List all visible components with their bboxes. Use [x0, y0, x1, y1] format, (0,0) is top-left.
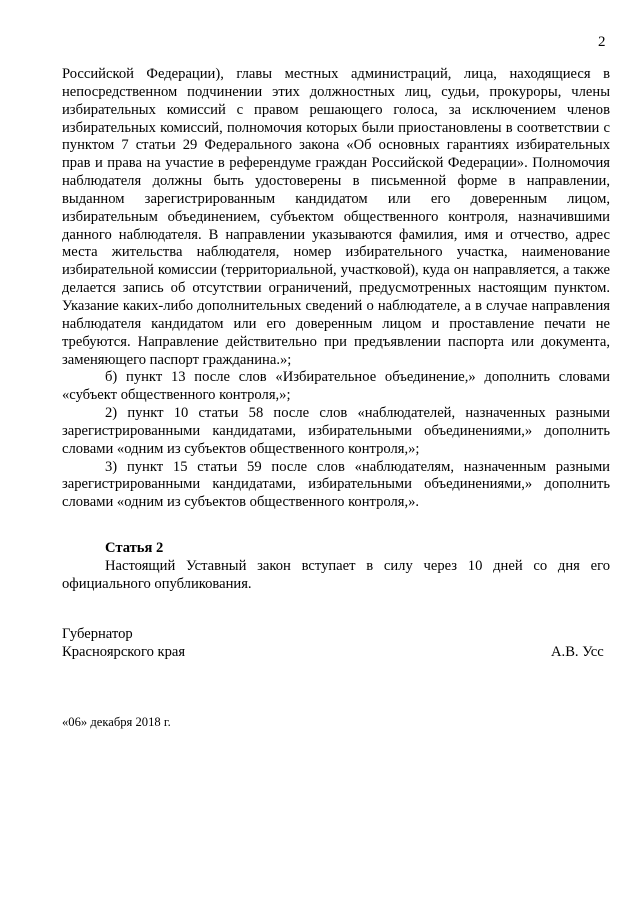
document-body: [62, 66, 610, 512]
amendment-3: 3) пункт 15 статьи 59 после слов «наблюдателям, назначенным разными зарегистрированными кандидатами, избирательными объединениями,» дополнить словами «одним из субъектов общественного контроля,».: [62, 458, 610, 511]
amendment-b: б) пункт 13 после слов «Избирательное объединение,» дополнить словами «субъект общественного контроля,»;: [62, 369, 610, 404]
continuation-paragraph: Российской Федерации), главы местных администраций, лица, находящиеся в непосредственном подчинении этих должностных лиц, судьи, прокуроры, члены избирательных комиссий с правом решающего голоса, за исключением членов избирательных комиссий, полномочия которых были приостановлены в соответствии с пунктом 7 статьи 29 Федерального закона «Об основных гарантиях избирательных прав и права на участие в референдуме граждан Российской Федерации». Полномочия наблюдателя должны быть удостоверены в письменной форме в направлении, выданном зарегистрированным кандидатом или его доверенным лицом, избирательным объединением, субъектом общественного контроля, назначившими данного наблюдателя. В направлении указываются фамилия, имя и отчество, адрес места жительства наблюдателя, номер избирательного участка, наименование избирательной комиссии (территориальной, участковой), куда он направляется, а также делается запись об отсутствии ограничений, предусмотренных настоящим пунктом. Указание каких-либо дополнительных сведений о наблюдателе, а в случае направления наблюдателя кандидатом или его доверенным лицом и проставление печати не требуются. Направление действительно при предъявлении паспорта или документа, заменяющего паспорт гражданина.»;: [62, 66, 610, 368]
signatory-title-line2: Красноярского края: [62, 643, 186, 660]
article-2-text: Настоящий Уставный закон вступает в силу через 10 дней со дня его официального опубликования.: [62, 558, 610, 592]
page-number: 2: [598, 34, 606, 50]
article-2-heading: Статья 2: [105, 540, 164, 556]
amendment-2: 2) пункт 10 статьи 58 после слов «наблюдателей, назначенных разными зарегистрированными кандидатами, избирательными объединениями,» дополнить словами «одним из субъектов общественного контроля,»;: [62, 405, 610, 457]
signatory-name: А.В. Усс: [551, 644, 604, 660]
signatory-title: [62, 626, 185, 662]
document-date: «06» декабря 2018 г.: [62, 715, 171, 729]
signatory-title-line1: Губернатор: [62, 626, 133, 642]
